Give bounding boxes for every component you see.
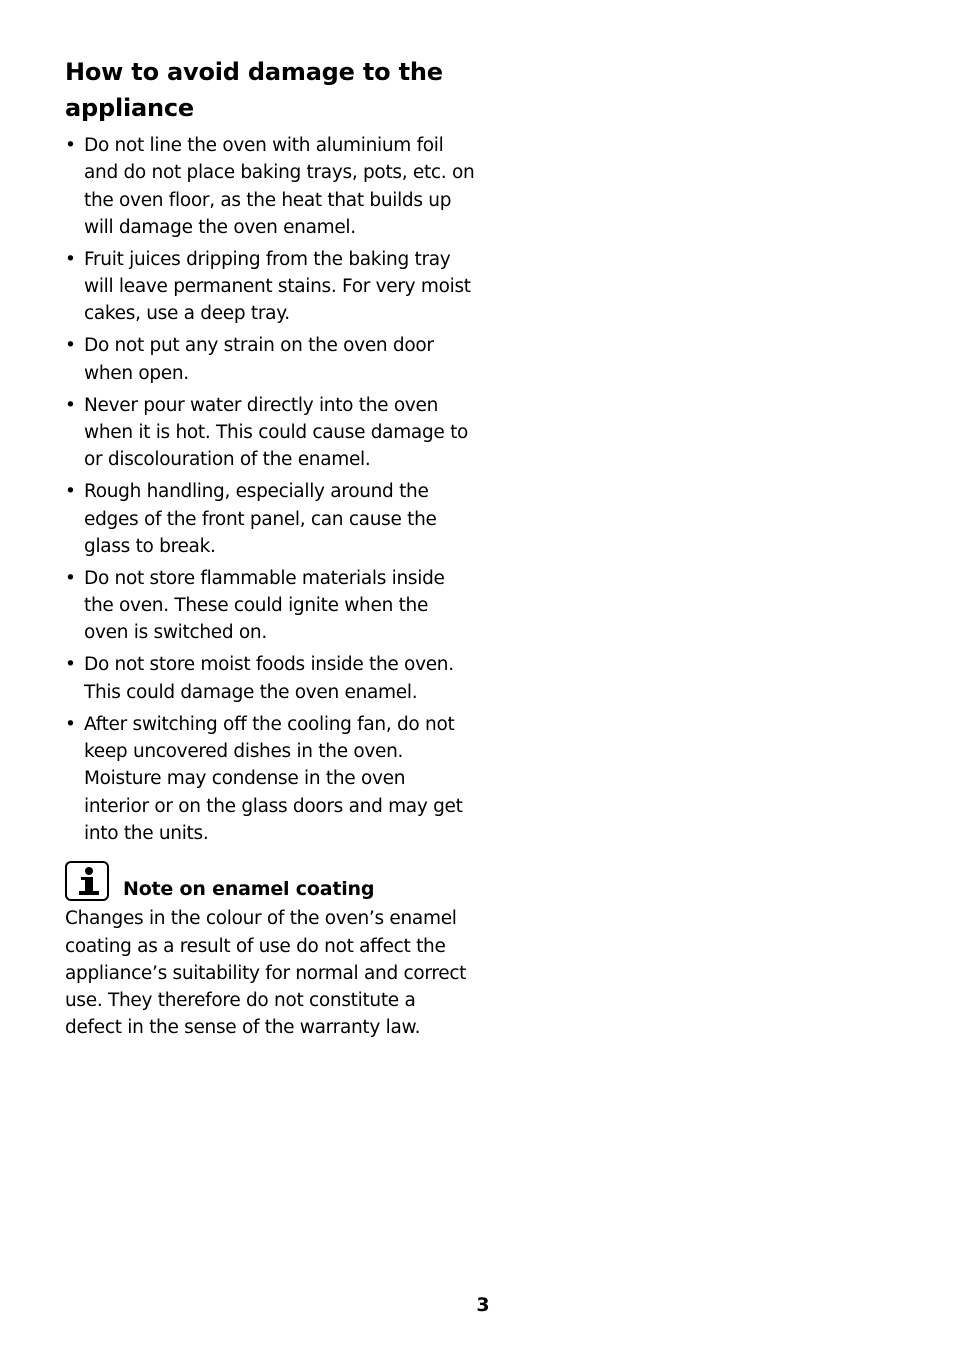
list-item: • Do not store flammable materials inside the oven. These could ignite when the oven is switched on.: [65, 565, 475, 647]
note-header: [65, 859, 475, 901]
section-heading: How to avoid damage to the appliance: [65, 58, 443, 122]
list-item: • Fruit juices dripping from the baking tray will leave permanent stains. For very moist cakes, use a deep tray.: [65, 246, 475, 328]
content-column: [65, 54, 475, 1060]
list-item: • Do not line the oven with aluminium foil and do not place baking trays, pots, etc. on the oven floor, as the heat that builds up will damage the oven enamel.: [65, 132, 475, 241]
page-number: 3: [476, 1294, 490, 1316]
damage-tips-list: [65, 132, 475, 847]
list-item: • Rough handling, especially around the edges of the front panel, can cause the glass to break.: [65, 478, 475, 560]
note-title: Note on enamel coating: [123, 878, 375, 901]
note-body: Changes in the colour of the oven’s enamel coating as a result of use do not affect the appliance’s suitability for normal and correct use. They therefore do not constitute a defect in the sense of the warranty law.: [65, 908, 467, 1039]
list-item: • Do not store moist foods inside the oven. This could damage the oven enamel.: [65, 651, 475, 706]
list-item: • Never pour water directly into the oven when it is hot. This could cause damage to or discolouration of the enamel.: [65, 392, 475, 474]
list-item: • After switching off the cooling fan, do not keep uncovered dishes in the oven. Moisture may condense in the oven interior or on the glass doors and may get into the units.: [65, 711, 475, 847]
info-icon: [65, 861, 109, 901]
list-item: • Do not put any strain on the oven door when open.: [65, 332, 475, 387]
